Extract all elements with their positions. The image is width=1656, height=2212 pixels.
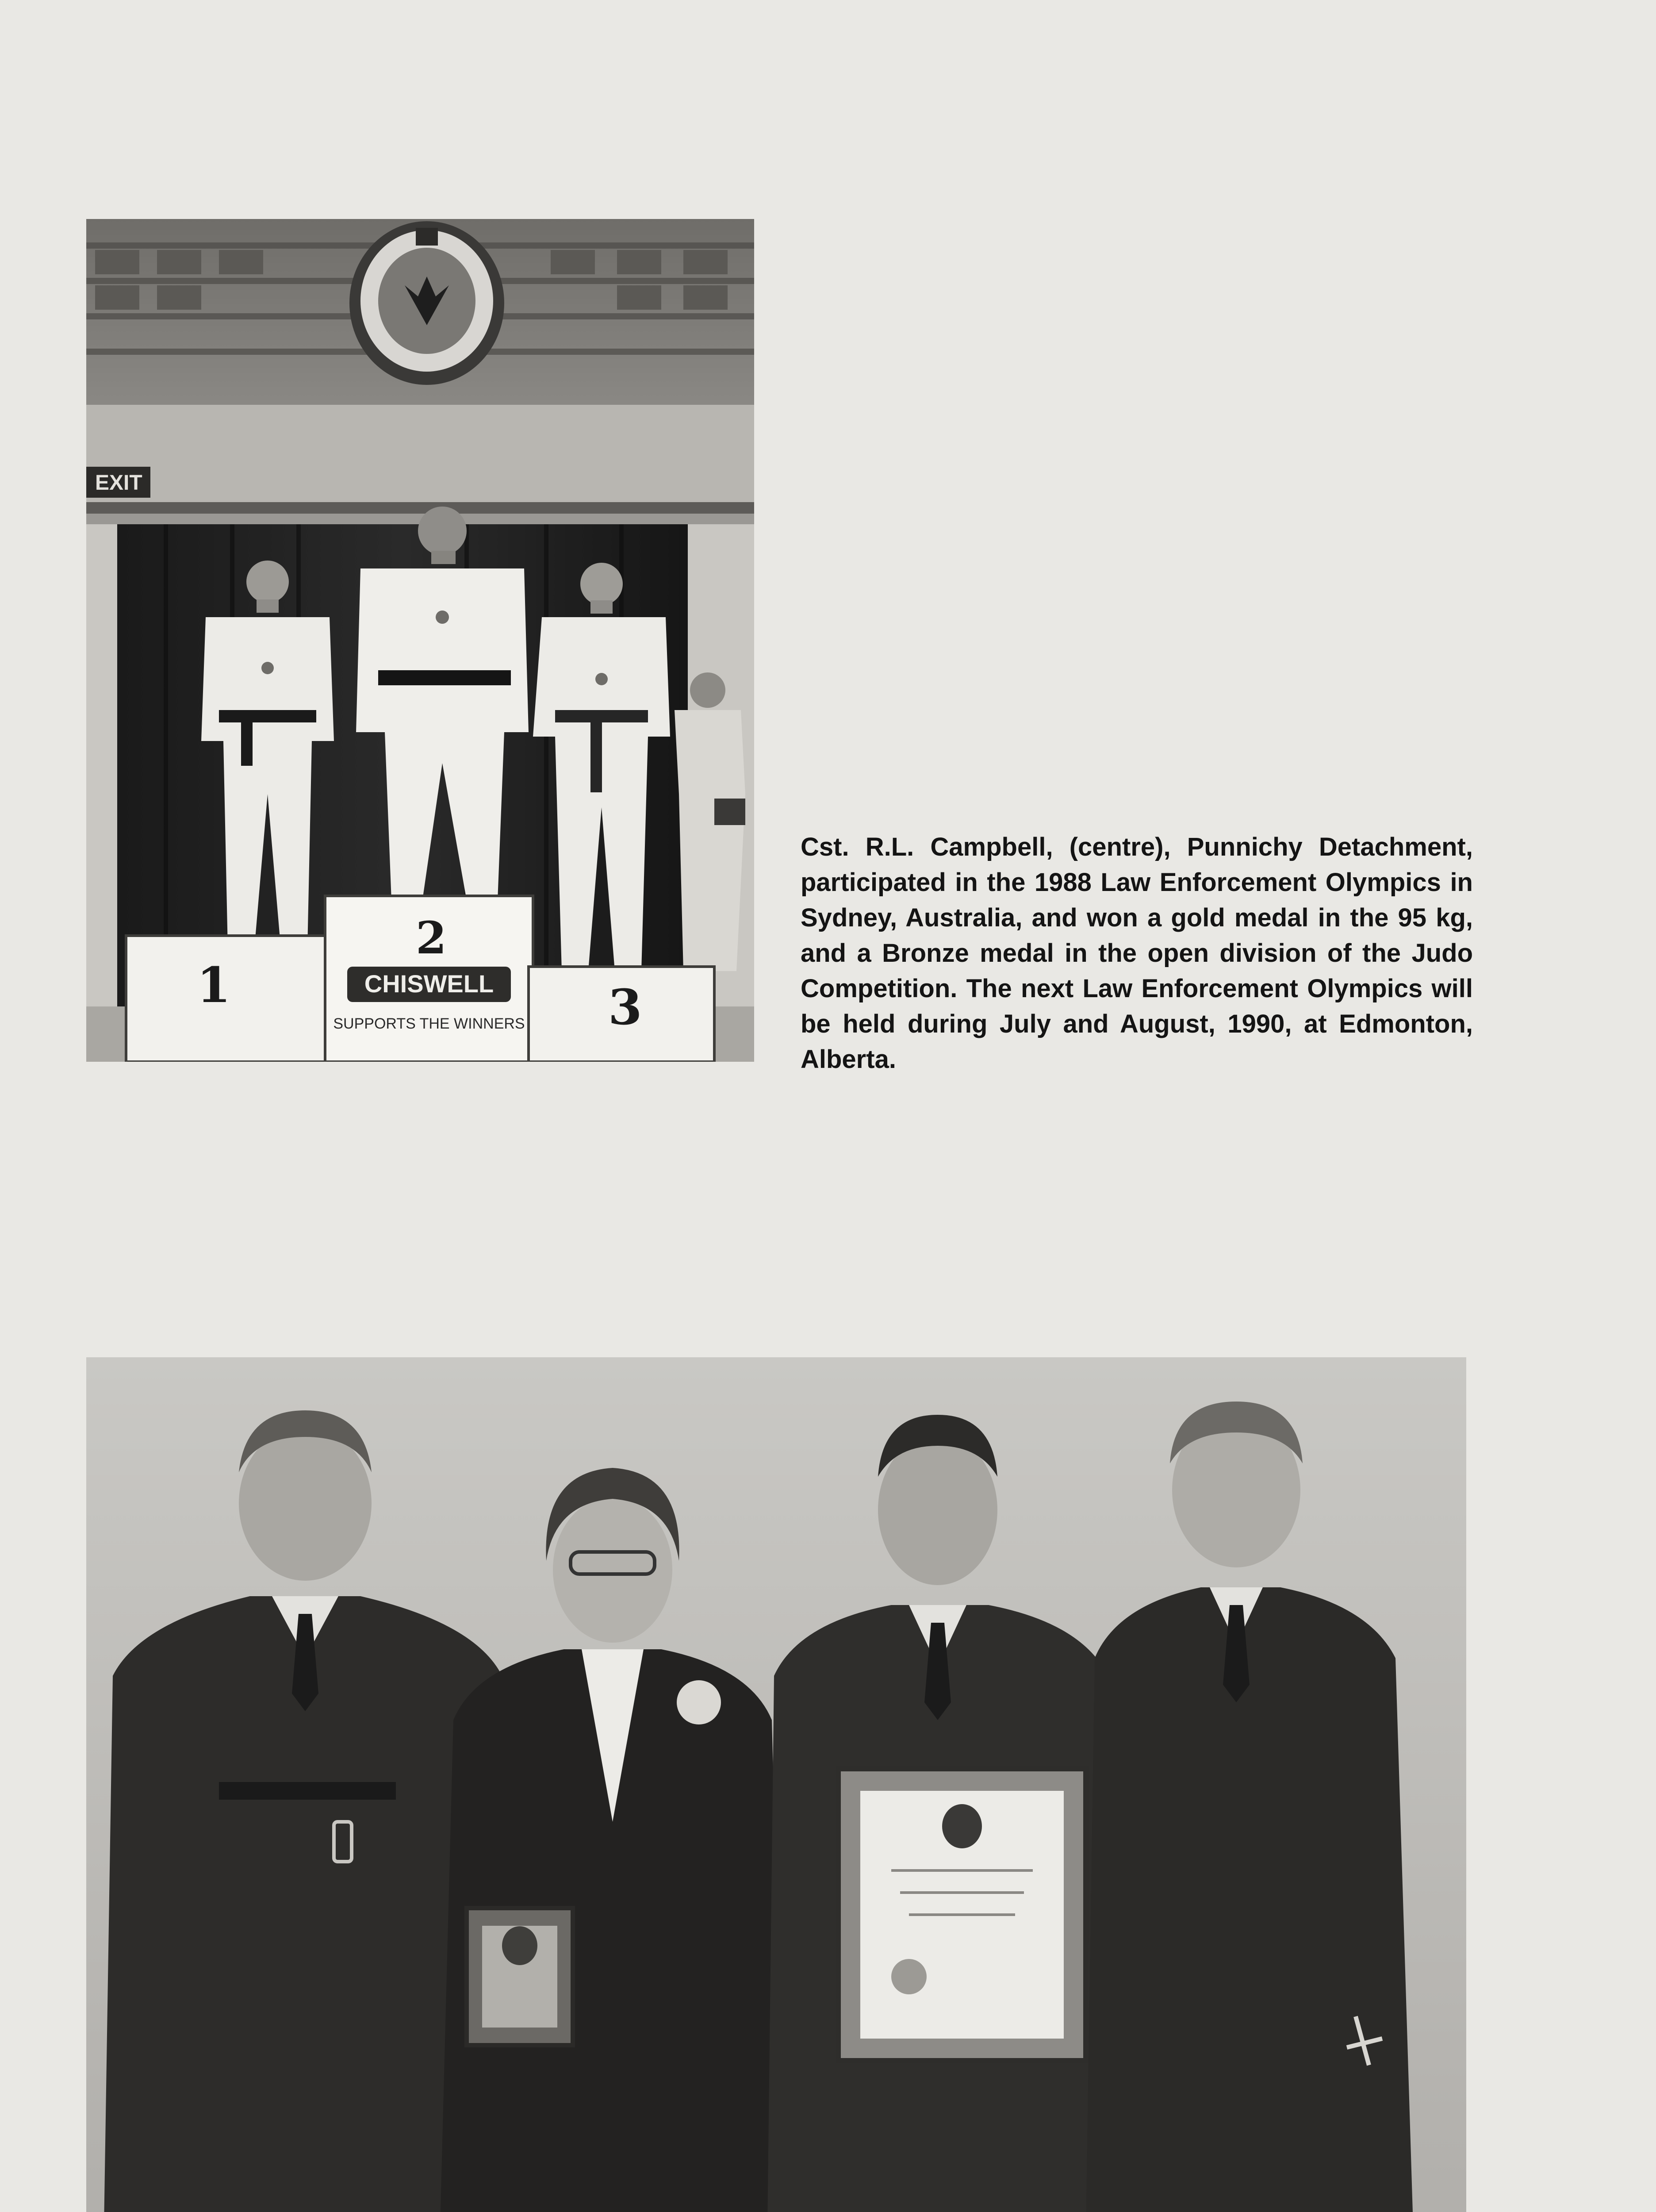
podium-banner-tagline: SUPPORTS THE WINNERS [333, 1015, 525, 1032]
police-crest-icon [349, 221, 504, 385]
exit-sign-text: EXIT [95, 471, 142, 495]
podium-place-2: 1 [197, 956, 231, 1014]
judo-podium-photo [86, 219, 754, 1062]
podium-place-1: 2 [416, 912, 447, 964]
podium-place-3: 3 [608, 979, 642, 1036]
judo-photo-illustration [86, 219, 754, 1062]
podium-banner: CHISWELL [364, 970, 494, 998]
bleed-through-text [659, 173, 667, 203]
judo-photo-caption: Cst. R.L. Campbell, (centre), Punnichy Detachment, participated in the 1988 Law Enforcement Olympics in Sydney, Australia, and won a gold medal in the 95 kg, and a Bronze medal in the open division of the Judo Competition. The next Law Enforcement Olympics will be held during July and August, 1990, at Edmonton, Alberta. [801, 833, 1473, 1074]
group-photo-illustration [86, 1357, 1466, 2212]
award-presentation-photo [86, 1357, 1466, 2212]
bystander-person [675, 672, 745, 971]
